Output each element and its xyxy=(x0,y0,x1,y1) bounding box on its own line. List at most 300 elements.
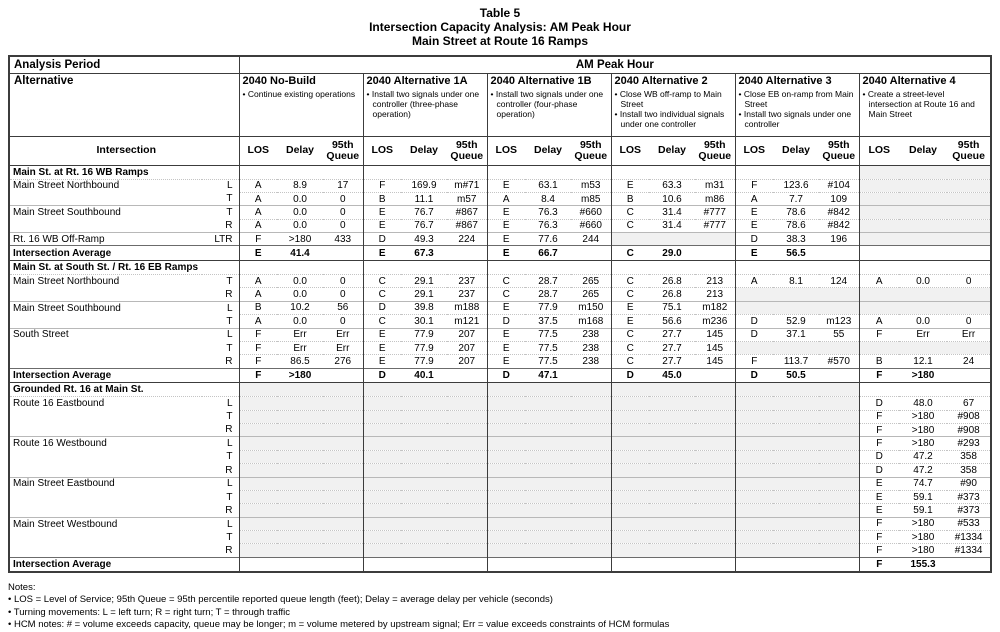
delay-cell xyxy=(649,437,695,450)
movement-label: L xyxy=(202,328,239,341)
delay-cell xyxy=(401,464,447,477)
delay-cell xyxy=(773,341,819,354)
table-row xyxy=(9,179,991,192)
queue-cell: 145 xyxy=(695,355,735,368)
alternative-header-row xyxy=(9,73,991,136)
los-cell xyxy=(859,341,899,354)
los-cell: F xyxy=(859,423,899,436)
delay-cell xyxy=(401,437,447,450)
los-cell xyxy=(363,517,401,530)
delay-cell: 0.0 xyxy=(899,315,947,328)
los-cell: C xyxy=(487,274,525,287)
los-cell: E xyxy=(487,233,525,246)
section-fill-cell xyxy=(611,165,735,179)
delay-cell xyxy=(525,531,571,544)
queue-cell: 358 xyxy=(947,464,991,477)
los-cell: F xyxy=(239,328,277,341)
queue-cell xyxy=(447,410,487,423)
delay-cell xyxy=(401,531,447,544)
los-cell xyxy=(859,219,899,232)
queue-cell xyxy=(571,490,611,503)
los-cell xyxy=(611,397,649,410)
los-cell: E xyxy=(363,355,401,368)
queue-cell xyxy=(447,437,487,450)
los-cell xyxy=(239,544,277,557)
delay-cell xyxy=(277,450,323,463)
los-cell: E xyxy=(487,301,525,314)
los-cell xyxy=(735,477,773,490)
delay-cell: 0.0 xyxy=(899,274,947,287)
delay-cell xyxy=(525,410,571,423)
column-header-row xyxy=(9,136,991,165)
los-cell: F xyxy=(735,355,773,368)
delay-cell xyxy=(401,490,447,503)
average-queue-cell xyxy=(323,368,363,383)
queue-cell: #908 xyxy=(947,423,991,436)
queue-cell xyxy=(447,531,487,544)
delay-cell xyxy=(649,490,695,503)
movement-label: L xyxy=(202,517,239,530)
los-cell xyxy=(239,504,277,517)
alt-header-2 xyxy=(363,73,487,136)
los-cell xyxy=(487,423,525,436)
delay-cell: 27.7 xyxy=(649,328,695,341)
delay-cell xyxy=(649,477,695,490)
delay-cell xyxy=(773,490,819,503)
queue-cell: #293 xyxy=(947,437,991,450)
queue-cell: 276 xyxy=(323,355,363,368)
table-row xyxy=(9,504,991,517)
los-cell: D xyxy=(735,233,773,246)
los-cell xyxy=(859,179,899,192)
delay-cell: 76.3 xyxy=(525,219,571,232)
average-queue-cell xyxy=(695,368,735,383)
los-cell xyxy=(363,410,401,423)
table-row xyxy=(9,544,991,557)
average-queue-cell xyxy=(447,246,487,261)
queue-cell: #1334 xyxy=(947,531,991,544)
queue-cell xyxy=(819,423,859,436)
approach-label xyxy=(9,490,202,503)
alt-bullet: • Close EB on-ramp from Main Street xyxy=(738,88,854,109)
delay-cell: 63.1 xyxy=(525,179,571,192)
approach-label xyxy=(9,464,202,477)
delay-cell: 86.5 xyxy=(277,355,323,368)
queue-cell: 145 xyxy=(695,341,735,354)
queue-cell xyxy=(571,464,611,477)
delay-cell xyxy=(773,301,819,314)
queue-cell: Err xyxy=(323,328,363,341)
delay-column-header: Delay xyxy=(286,144,315,156)
queue-cell: m85 xyxy=(571,192,611,205)
queue-cell: 238 xyxy=(571,341,611,354)
movement-label: T xyxy=(226,315,233,327)
los-column-header: LOS xyxy=(859,136,899,165)
average-los-cell: F xyxy=(239,368,277,383)
approach-label xyxy=(9,410,202,423)
los-cell: B xyxy=(239,301,277,314)
queue-cell xyxy=(571,544,611,557)
queue-cell xyxy=(323,410,363,423)
los-cell: F xyxy=(859,437,899,450)
approach-label xyxy=(9,450,202,463)
movement-label: R xyxy=(225,424,233,436)
queue-cell: #867 xyxy=(447,206,487,219)
queue-cell: m57 xyxy=(447,192,487,205)
queue-cell: m123 xyxy=(819,315,859,328)
los-cell: D xyxy=(859,397,899,410)
delay-cell: 75.1 xyxy=(649,301,695,314)
delay-cell: 77.5 xyxy=(525,328,571,341)
delay-cell xyxy=(525,517,571,530)
queue-cell xyxy=(947,206,991,219)
queue-cell xyxy=(819,517,859,530)
section-fill-cell xyxy=(239,260,363,274)
queue-column-header: 95th Queue xyxy=(450,138,484,162)
delay-cell: Err xyxy=(899,328,947,341)
approach-label xyxy=(9,341,202,354)
average-los-cell: E xyxy=(487,246,525,261)
queue-cell xyxy=(323,544,363,557)
alt-name: 2040 Alternative 1B xyxy=(490,74,592,87)
table-row xyxy=(9,450,991,463)
table-row xyxy=(9,410,991,423)
delay-cell xyxy=(649,423,695,436)
los-cell: D xyxy=(363,301,401,314)
queue-cell xyxy=(323,477,363,490)
queue-cell xyxy=(947,341,991,354)
delay-cell: 27.7 xyxy=(649,355,695,368)
queue-cell xyxy=(819,490,859,503)
section-fill-cell xyxy=(363,165,487,179)
los-cell: E xyxy=(859,490,899,503)
average-queue-cell xyxy=(323,246,363,261)
los-cell: A xyxy=(859,274,899,287)
average-los-cell: C xyxy=(611,246,649,261)
queue-cell: 265 xyxy=(571,288,611,301)
average-delay-cell xyxy=(277,557,323,572)
los-cell xyxy=(239,410,277,423)
los-cell xyxy=(735,423,773,436)
delay-cell: 47.2 xyxy=(899,450,947,463)
los-cell: E xyxy=(487,328,525,341)
queue-cell: 0 xyxy=(323,192,363,205)
approach-label xyxy=(9,288,202,301)
queue-cell: 238 xyxy=(571,355,611,368)
los-column-header: LOS xyxy=(735,136,773,165)
los-cell: A xyxy=(239,274,277,287)
average-delay-cell: >180 xyxy=(277,368,323,383)
los-cell xyxy=(859,233,899,246)
queue-cell xyxy=(819,531,859,544)
approach-label: Main Street Westbound xyxy=(9,517,202,530)
queue-cell: m86 xyxy=(695,192,735,205)
section-fill-cell xyxy=(735,260,859,274)
table-row xyxy=(9,288,991,301)
queue-cell: 207 xyxy=(447,341,487,354)
queue-cell: m150 xyxy=(571,301,611,314)
queue-cell xyxy=(323,437,363,450)
los-column-header: LOS xyxy=(363,136,401,165)
los-cell: C xyxy=(611,328,649,341)
delay-cell xyxy=(401,397,447,410)
movement-label: L xyxy=(202,437,239,450)
average-label: Intersection Average xyxy=(9,368,239,383)
delay-cell: 78.6 xyxy=(773,206,819,219)
los-cell: E xyxy=(363,341,401,354)
approach-label xyxy=(9,531,202,544)
delay-cell xyxy=(773,410,819,423)
delay-cell: >180 xyxy=(899,410,947,423)
delay-cell: 0.0 xyxy=(277,206,323,219)
delay-cell: 52.9 xyxy=(773,315,819,328)
los-cell xyxy=(735,517,773,530)
queue-cell: m188 xyxy=(447,301,487,314)
section-fill-cell xyxy=(735,383,859,397)
delay-cell xyxy=(525,544,571,557)
table-row xyxy=(9,464,991,477)
delay-cell: 29.1 xyxy=(401,288,447,301)
delay-cell: 30.1 xyxy=(401,315,447,328)
delay-cell: 10.2 xyxy=(277,301,323,314)
los-cell: E xyxy=(363,206,401,219)
table-row xyxy=(9,477,991,490)
queue-cell: Err xyxy=(947,328,991,341)
average-delay-cell: 45.0 xyxy=(649,368,695,383)
delay-cell xyxy=(525,397,571,410)
los-cell xyxy=(487,397,525,410)
delay-cell xyxy=(649,397,695,410)
delay-cell xyxy=(277,531,323,544)
queue-cell: 433 xyxy=(323,233,363,246)
approach-label xyxy=(9,423,202,436)
queue-cell xyxy=(947,192,991,205)
delay-cell: >180 xyxy=(899,544,947,557)
movement-label: T xyxy=(202,274,239,287)
table-row xyxy=(9,423,991,436)
queue-cell xyxy=(571,423,611,436)
movement-label: R xyxy=(225,288,233,300)
queue-cell: 244 xyxy=(571,233,611,246)
queue-cell: 24 xyxy=(947,355,991,368)
los-cell: E xyxy=(735,219,773,232)
los-cell xyxy=(611,504,649,517)
delay-cell xyxy=(773,531,819,544)
approach-label: Route 16 Eastbound xyxy=(9,397,202,410)
delay-cell xyxy=(525,504,571,517)
los-cell xyxy=(239,437,277,450)
delay-cell: 59.1 xyxy=(899,504,947,517)
delay-cell xyxy=(899,301,947,314)
delay-column-header: Delay xyxy=(410,144,439,156)
los-cell xyxy=(239,450,277,463)
los-cell xyxy=(611,423,649,436)
los-cell: A xyxy=(239,192,277,205)
los-cell xyxy=(487,490,525,503)
queue-cell xyxy=(695,531,735,544)
queue-cell: 17 xyxy=(323,179,363,192)
movement-label: R xyxy=(225,544,233,556)
queue-cell xyxy=(323,464,363,477)
delay-cell: 0.0 xyxy=(277,192,323,205)
average-los-cell xyxy=(611,557,649,572)
queue-cell: #777 xyxy=(695,219,735,232)
average-delay-cell xyxy=(401,557,447,572)
delay-cell xyxy=(277,437,323,450)
delay-column-header: Delay xyxy=(909,144,938,156)
los-cell xyxy=(239,517,277,530)
delay-cell xyxy=(277,490,323,503)
approach-label xyxy=(9,315,202,328)
delay-cell xyxy=(401,504,447,517)
alt-header-5 xyxy=(735,73,859,136)
average-los-cell xyxy=(487,557,525,572)
delay-cell: >180 xyxy=(899,437,947,450)
delay-cell: 74.7 xyxy=(899,477,947,490)
los-cell xyxy=(487,450,525,463)
average-los-cell xyxy=(859,246,899,261)
queue-cell xyxy=(323,517,363,530)
los-cell xyxy=(735,301,773,314)
delay-cell xyxy=(277,423,323,436)
delay-cell xyxy=(277,504,323,517)
average-queue-cell xyxy=(819,368,859,383)
delay-cell xyxy=(899,288,947,301)
delay-cell: 77.5 xyxy=(525,355,571,368)
delay-cell xyxy=(649,233,695,246)
average-queue-cell xyxy=(947,246,991,261)
intersection-label: Intersection xyxy=(96,144,157,156)
los-cell xyxy=(487,544,525,557)
alt-bullet: • Install two signals under one controller xyxy=(738,108,852,129)
los-cell: F xyxy=(363,179,401,192)
los-cell xyxy=(239,490,277,503)
delay-cell xyxy=(401,477,447,490)
queue-cell: 0 xyxy=(947,315,991,328)
los-cell xyxy=(611,437,649,450)
queue-cell xyxy=(323,450,363,463)
los-cell: C xyxy=(363,274,401,287)
queue-cell xyxy=(947,233,991,246)
delay-cell: 49.3 xyxy=(401,233,447,246)
average-los-cell: F xyxy=(859,368,899,383)
queue-cell xyxy=(323,490,363,503)
queue-cell xyxy=(571,397,611,410)
queue-cell xyxy=(447,517,487,530)
alt-bullet: • Install two signals under one controller (four-phase operation) xyxy=(490,88,604,119)
alt-name: 2040 Alternative 1A xyxy=(366,74,468,87)
alt-header-3 xyxy=(487,73,611,136)
queue-cell xyxy=(323,423,363,436)
approach-label: Main Street Southbound xyxy=(9,301,202,314)
los-cell: C xyxy=(611,274,649,287)
movement-label: L xyxy=(202,301,239,314)
average-queue-cell xyxy=(447,368,487,383)
queue-cell xyxy=(695,410,735,423)
queue-cell: m#71 xyxy=(447,179,487,192)
queue-cell: #104 xyxy=(819,179,859,192)
queue-cell xyxy=(695,437,735,450)
average-queue-cell xyxy=(571,246,611,261)
section-name: Main St. at South St. / Rt. 16 EB Ramps xyxy=(9,260,239,274)
delay-cell xyxy=(773,464,819,477)
delay-cell xyxy=(899,233,947,246)
average-los-cell: D xyxy=(611,368,649,383)
los-cell: D xyxy=(735,315,773,328)
los-cell xyxy=(735,450,773,463)
queue-cell: 0 xyxy=(323,274,363,287)
los-cell: D xyxy=(735,328,773,341)
queue-cell: m31 xyxy=(695,179,735,192)
los-cell: F xyxy=(859,531,899,544)
average-los-cell: E xyxy=(363,246,401,261)
queue-cell xyxy=(819,450,859,463)
delay-cell: 77.9 xyxy=(401,355,447,368)
delay-cell: 113.7 xyxy=(773,355,819,368)
queue-cell: #660 xyxy=(571,219,611,232)
queue-cell xyxy=(819,288,859,301)
table-row xyxy=(9,517,991,530)
queue-cell xyxy=(695,464,735,477)
queue-cell xyxy=(819,544,859,557)
table-row xyxy=(9,315,991,328)
queue-column-header: 95th Queue xyxy=(822,138,856,162)
delay-cell: 47.2 xyxy=(899,464,947,477)
delay-cell: 39.8 xyxy=(401,301,447,314)
delay-cell xyxy=(773,450,819,463)
notes-title: Notes: xyxy=(8,581,36,593)
average-queue-cell xyxy=(323,557,363,572)
queue-cell: 0 xyxy=(323,219,363,232)
approach-label xyxy=(9,504,202,517)
average-row xyxy=(9,368,991,383)
average-label: Intersection Average xyxy=(9,246,239,261)
los-cell: E xyxy=(487,355,525,368)
section-header-row xyxy=(9,165,991,179)
delay-cell: >180 xyxy=(277,233,323,246)
approach-label: Main Street Southbound xyxy=(9,206,202,219)
delay-cell: 77.5 xyxy=(525,341,571,354)
queue-cell: #570 xyxy=(819,355,859,368)
los-cell: A xyxy=(239,206,277,219)
alt-header-4 xyxy=(611,73,735,136)
average-delay-cell: 29.0 xyxy=(649,246,695,261)
los-cell xyxy=(363,504,401,517)
delay-cell xyxy=(899,192,947,205)
alternative-label: Alternative xyxy=(9,73,239,136)
movement-label: L xyxy=(202,397,239,410)
delay-cell: 0.0 xyxy=(277,315,323,328)
average-los-cell: E xyxy=(735,246,773,261)
average-delay-cell: 41.4 xyxy=(277,246,323,261)
queue-cell xyxy=(819,341,859,354)
delay-cell: Err xyxy=(277,328,323,341)
delay-cell xyxy=(899,179,947,192)
delay-cell xyxy=(773,423,819,436)
section-name: Main St. at Rt. 16 WB Ramps xyxy=(9,165,239,179)
average-delay-cell xyxy=(773,557,819,572)
queue-cell xyxy=(571,410,611,423)
alt-header-6 xyxy=(859,73,991,136)
delay-cell xyxy=(401,423,447,436)
los-cell: E xyxy=(859,477,899,490)
los-cell xyxy=(859,288,899,301)
average-queue-cell xyxy=(819,246,859,261)
los-cell xyxy=(363,464,401,477)
average-delay-cell: 47.1 xyxy=(525,368,571,383)
los-cell xyxy=(239,531,277,544)
delay-cell xyxy=(401,544,447,557)
